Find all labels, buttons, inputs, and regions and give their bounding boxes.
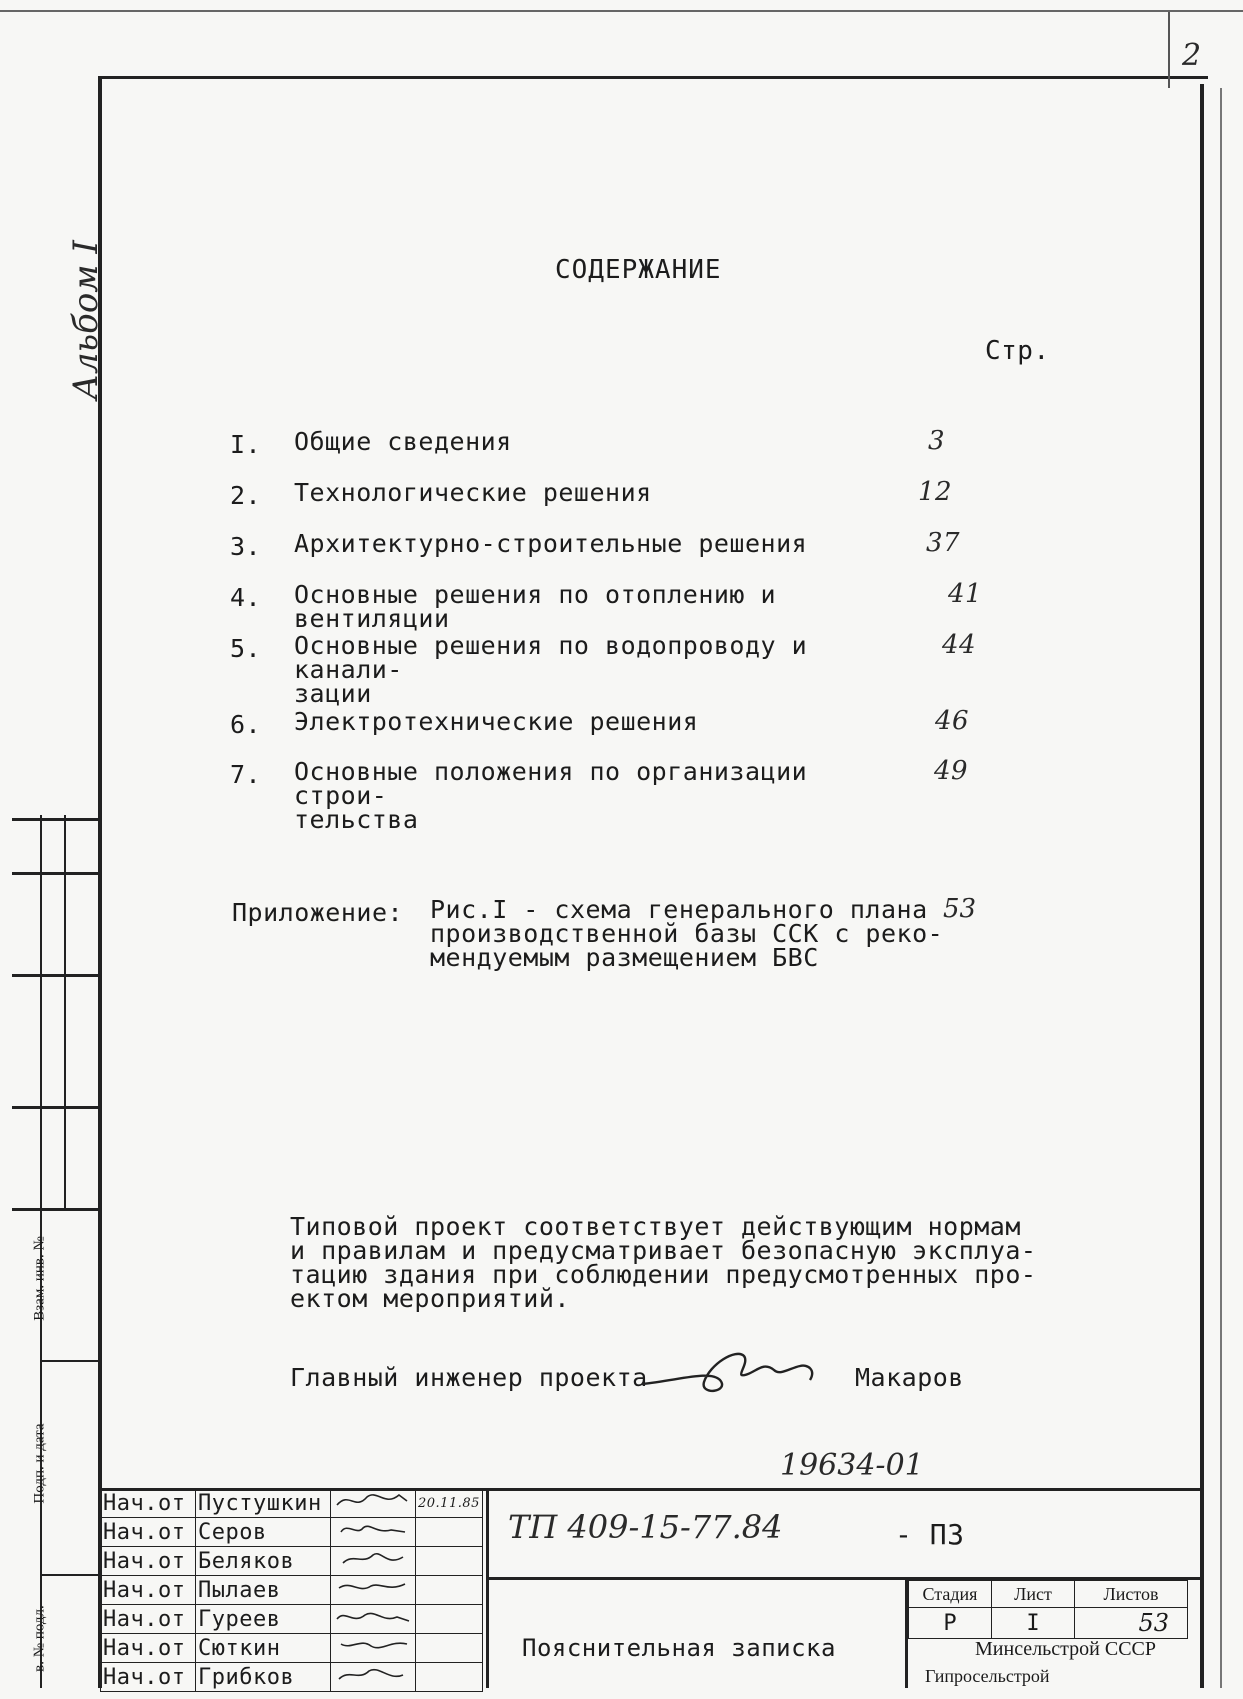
toc-page: 3 bbox=[928, 426, 946, 456]
toc-title: Электротехнические решения bbox=[294, 707, 699, 736]
sheet-right-edge bbox=[1168, 12, 1170, 88]
signer-role: Нач.от bbox=[101, 1663, 196, 1692]
section-code: - ПЗ bbox=[895, 1518, 965, 1551]
signer-role: Нач.от bbox=[101, 1576, 196, 1605]
chief-engineer-label: Главный инженер проекта bbox=[290, 1363, 648, 1392]
sheet-right-edge-lower bbox=[1220, 88, 1222, 1688]
toc-title: Технологические решения bbox=[294, 478, 652, 507]
signature-mark bbox=[333, 1634, 411, 1656]
sheet-label: Лист bbox=[992, 1581, 1075, 1608]
margin-label-inv-orig: в. № подл. bbox=[31, 1605, 48, 1672]
top-border-line bbox=[0, 10, 1243, 12]
toc-page: 46 bbox=[935, 706, 970, 736]
sheets-value: 53 bbox=[1075, 1608, 1188, 1639]
toc-number: I. bbox=[230, 430, 262, 459]
document-number: 19634-01 bbox=[780, 1448, 924, 1483]
signer-name: Серов bbox=[196, 1518, 331, 1547]
toc-number: 4. bbox=[230, 583, 262, 612]
signature-mark bbox=[333, 1489, 411, 1511]
toc-number: 3. bbox=[230, 532, 262, 561]
margin-tick bbox=[40, 1360, 100, 1362]
sheet-info-table bbox=[908, 1580, 1188, 1639]
table-row bbox=[101, 1663, 483, 1692]
table-row bbox=[101, 1576, 483, 1605]
toc-title: Основные положения по организации строи- тельства bbox=[294, 757, 808, 834]
table-row bbox=[909, 1608, 1188, 1639]
chief-engineer-signature bbox=[640, 1340, 850, 1400]
toc-number: 7. bbox=[230, 760, 262, 789]
corner-page-number: 2 bbox=[1182, 38, 1202, 73]
table-row bbox=[101, 1489, 483, 1518]
signers-table bbox=[100, 1488, 483, 1692]
signer-date bbox=[416, 1605, 483, 1634]
toc-title: Основные решения по водопроводу и канали- зации bbox=[294, 631, 808, 708]
signer-signature bbox=[331, 1547, 416, 1576]
signer-name: Беляков bbox=[196, 1547, 331, 1576]
document-title: Пояснительная записка bbox=[522, 1634, 836, 1662]
signer-date: 20.11.85 bbox=[416, 1489, 483, 1518]
signer-role: Нач.от bbox=[101, 1547, 196, 1576]
signer-signature bbox=[331, 1576, 416, 1605]
margin-tick bbox=[12, 872, 100, 875]
toc-number: 5. bbox=[230, 634, 262, 663]
title-block-divider bbox=[486, 1488, 489, 1688]
signer-date bbox=[416, 1634, 483, 1663]
appendix-label: Приложение: bbox=[232, 898, 404, 927]
toc-page: 12 bbox=[918, 477, 953, 507]
toc-title: Общие сведения bbox=[294, 427, 512, 456]
sheets-label: Листов bbox=[1075, 1581, 1188, 1608]
signer-role: Нач.от bbox=[101, 1634, 196, 1663]
album-label: Альбом I bbox=[66, 240, 106, 400]
signer-signature bbox=[331, 1518, 416, 1547]
signer-role: Нач.от bbox=[101, 1518, 196, 1547]
toc-title: Архитектурно-строительные решения bbox=[294, 529, 808, 558]
signer-signature bbox=[331, 1634, 416, 1663]
toc-number: 6. bbox=[230, 710, 262, 739]
margin-label-sign-date: Подп. и дата bbox=[31, 1423, 48, 1504]
page-title: СОДЕРЖАНИЕ bbox=[555, 255, 722, 285]
table-row bbox=[909, 1581, 1188, 1608]
signer-name: Гуреев bbox=[196, 1605, 331, 1634]
margin-tick bbox=[12, 1208, 100, 1211]
page-column-header: Стр. bbox=[985, 336, 1050, 366]
toc-page: 37 bbox=[926, 528, 961, 558]
frame-right-line bbox=[1200, 84, 1204, 1688]
signature-mark bbox=[333, 1518, 411, 1540]
signer-date bbox=[416, 1518, 483, 1547]
toc-page: 41 bbox=[948, 579, 983, 609]
signer-name: Грибков bbox=[196, 1663, 331, 1692]
toc-number: 2. bbox=[230, 481, 262, 510]
margin-tick bbox=[12, 1106, 100, 1109]
table-row bbox=[101, 1605, 483, 1634]
signer-date bbox=[416, 1576, 483, 1605]
organization-name: Минсельстрой СССР bbox=[975, 1638, 1156, 1660]
table-row bbox=[101, 1518, 483, 1547]
signer-date bbox=[416, 1547, 483, 1576]
appendix-text: Рис.I - схема генерального плана производственной базы ССК с реко- мендуемым размещением БВС bbox=[430, 895, 944, 972]
appendix-page: 53 bbox=[943, 894, 977, 924]
signer-date bbox=[416, 1663, 483, 1692]
margin-tick bbox=[12, 818, 100, 821]
signer-name: Пустушкин bbox=[196, 1489, 331, 1518]
signature-mark bbox=[333, 1605, 411, 1627]
toc-page: 49 bbox=[934, 756, 969, 786]
signer-signature bbox=[331, 1489, 416, 1518]
signer-role: Нач.от bbox=[101, 1489, 196, 1518]
table-row bbox=[101, 1634, 483, 1663]
compliance-statement: Типовой проект соответствует действующим нормам и правилам и предусматривает безопасную эксплуа- тацию здания при соблюдении предусмотренных про- ектом мероприятий. bbox=[290, 1212, 1037, 1313]
toc-page: 44 bbox=[942, 630, 977, 660]
margin-tick bbox=[40, 1574, 100, 1576]
margin-label-inv-replace: Взам. инв. № bbox=[31, 1236, 48, 1321]
stage-value: Р bbox=[909, 1608, 992, 1639]
sheet-value: I bbox=[992, 1608, 1075, 1639]
signature-mark bbox=[333, 1663, 411, 1685]
project-code: ТП 409-15-77.84 bbox=[508, 1508, 783, 1546]
organization-subname: Гипросельстрой bbox=[925, 1666, 1050, 1686]
toc-title: Основные решения по отоплению и вентиляции bbox=[294, 580, 777, 633]
signature-mark bbox=[333, 1547, 411, 1569]
chief-engineer-name: Макаров bbox=[855, 1363, 964, 1392]
signer-name: Пылаев bbox=[196, 1576, 331, 1605]
stage-label: Стадия bbox=[909, 1581, 992, 1608]
table-row bbox=[101, 1547, 483, 1576]
signer-name: Сюткин bbox=[196, 1634, 331, 1663]
signer-signature bbox=[331, 1605, 416, 1634]
signature-mark bbox=[333, 1576, 411, 1598]
margin-tick bbox=[12, 974, 100, 977]
frame-top-line bbox=[98, 76, 1208, 79]
signer-signature bbox=[331, 1663, 416, 1692]
signer-role: Нач.от bbox=[101, 1605, 196, 1634]
